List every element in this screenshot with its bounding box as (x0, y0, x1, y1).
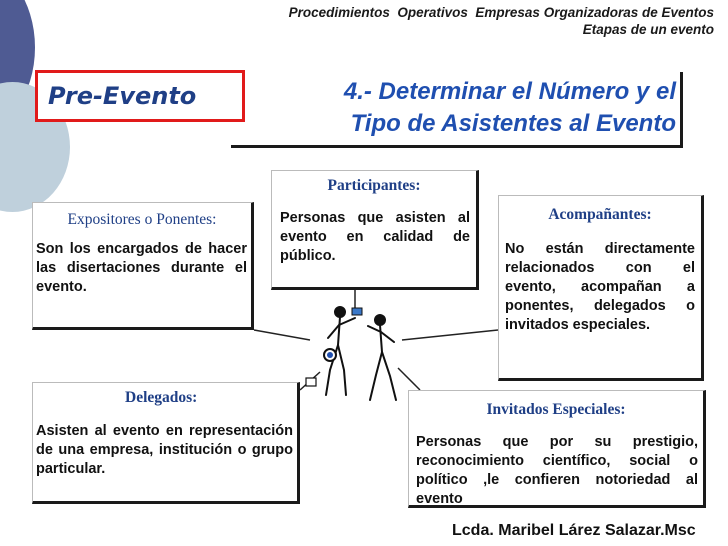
title-line-1: 4.- Determinar el Número y el (343, 78, 676, 105)
participantes-text: Personas que asisten al evento en calidad de público. (280, 210, 470, 264)
participantes-box (271, 170, 479, 290)
acompanantes-title: Acompañantes: (548, 206, 652, 223)
header-line-1: Procedimientos Operativos Empresas Organizadoras de Eventos (288, 5, 714, 20)
delegados-text: Asisten al evento en representación de una empresa, institución o grupo particular. (36, 423, 293, 477)
header-line-2: Etapas de un evento (582, 22, 714, 37)
people-talking-clipart-icon (300, 300, 410, 410)
stage-label: Pre-Evento (35, 70, 245, 122)
acompanantes-text: No están directamente relacionados con el evento, acompañan a ponentes, delegados o invitados especiales. (505, 241, 695, 333)
author-credit: Lcda. Maribel Lárez Salazar.Msc (452, 522, 696, 539)
invitados-title: Invitados Especiales: (486, 401, 626, 418)
expositores-text: Son los encargados de hacer las disertaciones durante el evento. (36, 241, 247, 295)
invitados-text: Personas que por su prestigio, reconocimiento científico, social o político ,le confieren notoriedad al evento (416, 434, 698, 507)
expositores-box (32, 202, 254, 330)
participantes-title: Participantes: (327, 177, 421, 194)
delegados-title: Delegados: (125, 389, 198, 406)
title-line-2: Tipo de Asistentes al Evento (350, 110, 676, 137)
invitados-box (408, 390, 706, 508)
acompanantes-box (498, 195, 704, 381)
delegados-box (32, 382, 300, 504)
expositores-title: Expositores o Ponentes: (67, 211, 217, 228)
